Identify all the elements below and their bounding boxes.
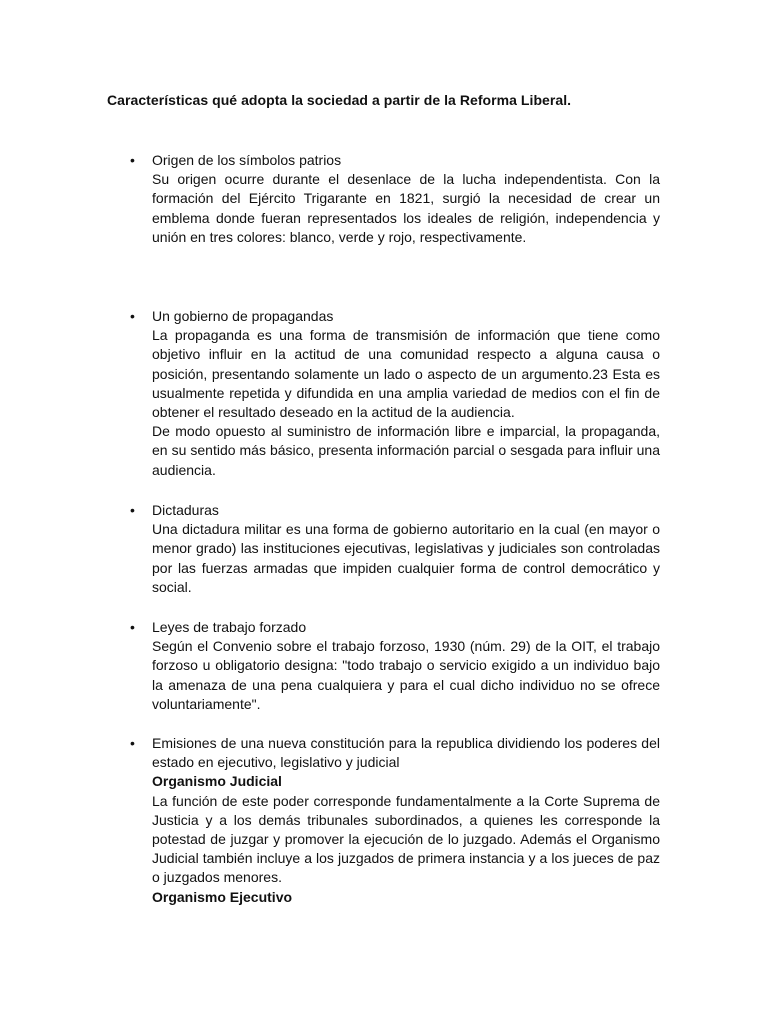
list-item-paragraph: La propaganda es una forma de transmisión de información que tiene como objetivo influir en la actitud de una comunidad respecto a alguna causa o posición, presentando solamente un lado o aspecto de un argumento.23 Esta es usualmente repetida y difundida en una amplia variedad de medios con el fin de obtener el resultado deseado en la actitud de la audiencia.	[152, 327, 660, 421]
list-item-paragraph: Una dictadura militar es una forma de gobierno autoritario en la cual (en mayor o menor grado) las instituciones ejecutivas, legislativas y judiciales son controladas por las fuerzas armadas que impiden cualquier forma de control democrático y social.	[152, 521, 660, 595]
list-item-paragraph: Su origen ocurre durante el desenlace de la lucha independentista. Con la formación del Ejército Trigarante en 1821, surgió la necesidad de crear un emblema donde fueran representados los ideales de religión, independencia y unión en tres colores: blanco, verde y rojo, respectivamente.	[152, 171, 660, 245]
subheading-organismo-ejecutivo: Organismo Ejecutivo	[152, 888, 293, 905]
list-item-trabajo-forzado	[130, 618, 660, 714]
list-item-heading: Leyes de trabajo forzado	[152, 619, 307, 635]
list-item-body	[152, 151, 660, 247]
list-item-heading: Origen de los símbolos patrios	[152, 152, 342, 168]
list-item-body	[152, 618, 660, 714]
list-item-heading: Un gobierno de propagandas	[152, 308, 334, 324]
list-item-paragraph: Según el Convenio sobre el trabajo forzoso, 1930 (núm. 29) de la OIT, el trabajo forzoso u obligatorio designa: "todo trabajo o servicio exigido a un individuo bajo la amenaza de una pena cualquiera y para el cual dicho individuo no se ofrece voluntariamente".	[152, 638, 660, 712]
list-item-paragraph: De modo opuesto al suministro de información libre e imparcial, la propaganda, en su sentido más básico, presenta información parcial o sesgada para influir una audiencia.	[152, 423, 660, 478]
bullet-icon: •	[130, 619, 135, 635]
document-title: Características qué adopta la sociedad a partir de la Reforma Liberal.	[107, 92, 572, 108]
bullet-icon: •	[130, 152, 135, 168]
list-item-gobierno-propagandas	[130, 307, 660, 480]
bullet-icon: •	[130, 308, 135, 324]
subheading-organismo-judicial: Organismo Judicial	[152, 773, 282, 790]
list-item-body	[152, 734, 660, 907]
list-item-dictaduras	[130, 501, 660, 597]
list-item-paragraph: La función de este poder corresponde fundamentalmente a la Corte Suprema de Justicia y a los demás tribunales subordinados, a quienes les corresponde la potestad de juzgar y promover la ejecución de lo juzgado. Además el Organismo Judicial también incluye a los juzgados de primera instancia y a los jueces de paz o juzgados menores.	[152, 792, 660, 886]
list-item-body	[152, 501, 660, 597]
list-item-simbolos-patrios	[130, 151, 660, 247]
list-item-heading: Emisiones de una nueva constitución para la republica dividiendo los poderes del estado en ejecutivo, legislativo y judicial	[152, 735, 660, 771]
bullet-icon: •	[130, 502, 135, 518]
bullet-icon: •	[130, 735, 135, 751]
list-item-nueva-constitucion	[130, 734, 660, 907]
list-item-heading: Dictaduras	[152, 502, 219, 518]
list-item-body	[152, 307, 660, 480]
